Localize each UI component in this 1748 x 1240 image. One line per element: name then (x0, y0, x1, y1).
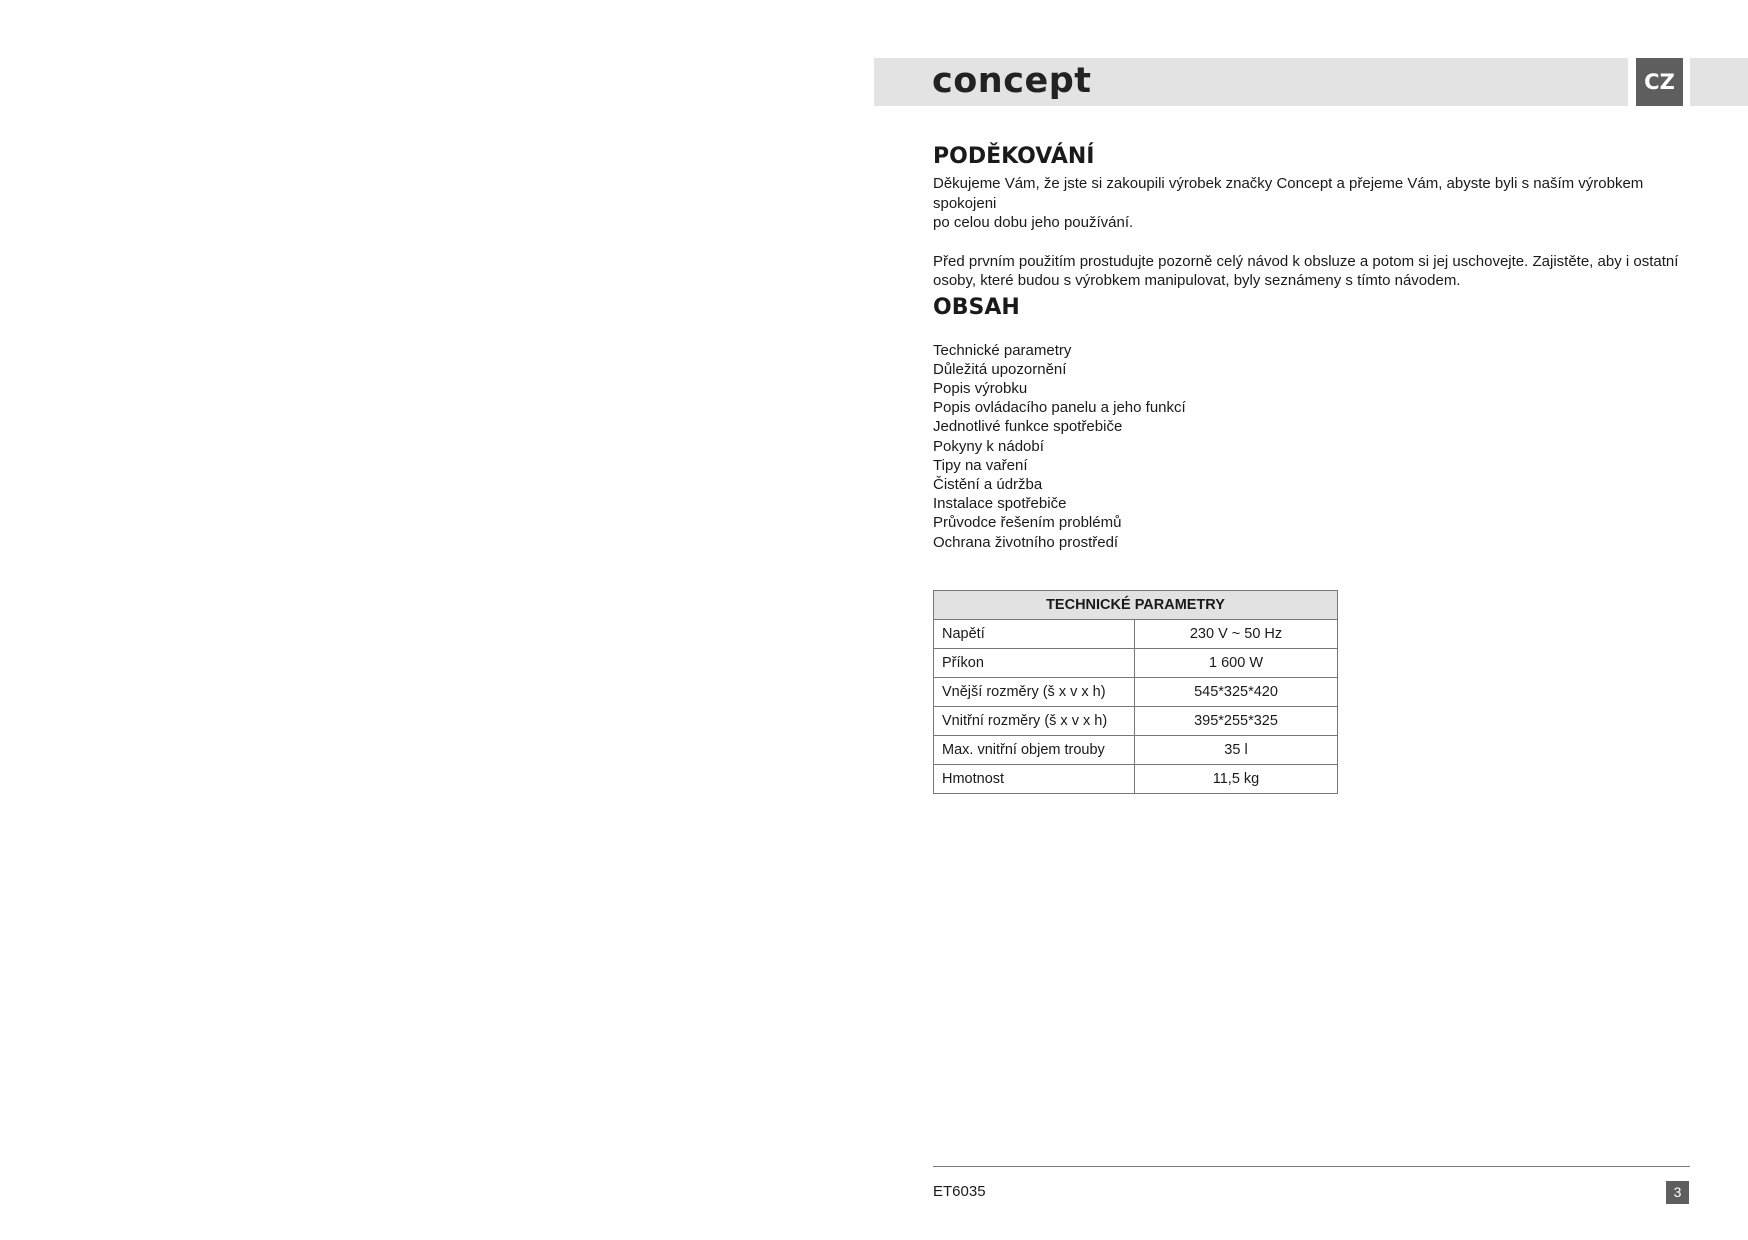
language-badge: CZ (1636, 58, 1683, 106)
table-row (934, 764, 1338, 793)
spec-label: Příkon (934, 648, 1135, 677)
table-row (934, 706, 1338, 735)
spec-value: 230 V ~ 50 Hz (1135, 619, 1338, 648)
model-number: ET6035 (933, 1183, 986, 1200)
thanks-paragraph-2-line-1: Před prvním použitím prostudujte pozorně celý návod k obsluze a potom si jej uschovejte. Zajistěte, aby i ostatní (933, 252, 1679, 270)
spec-label: Max. vnitřní objem trouby (934, 735, 1135, 764)
spec-value: 395*255*325 (1135, 706, 1338, 735)
brand-logo: concept (932, 61, 1092, 101)
footer-divider (933, 1166, 1690, 1167)
table-row (934, 677, 1338, 706)
table-row (934, 619, 1338, 648)
spec-label: Hmotnost (934, 764, 1135, 793)
page-number: 3 (1666, 1181, 1689, 1204)
table-row (934, 735, 1338, 764)
contents-item: Ochrana životního prostředí (933, 533, 1119, 551)
specs-table-title: TECHNICKÉ PARAMETRY (934, 590, 1338, 619)
header-bar-end (1690, 58, 1748, 106)
spec-label: Vnitřní rozměry (š x v x h) (934, 706, 1135, 735)
contents-item: Tipy na vaření (933, 456, 1028, 474)
page-content (933, 140, 1693, 794)
spec-label: Napětí (934, 619, 1135, 648)
table-row (934, 648, 1338, 677)
thanks-paragraph-1-line-2: po celou dobu jeho používání. (933, 214, 1134, 231)
thanks-title: PODĚKOVÁNÍ (933, 144, 1095, 169)
thanks-paragraph-1-line-1: Děkujeme Vám, že jste si zakoupili výrobek značky Concept a přejeme Vám, abyste byli s naším výrobkem spokojeni (933, 175, 1644, 212)
thanks-paragraph-2-line-2: osoby, které budou s výrobkem manipulovat, byly seznámeny s tímto návodem. (933, 272, 1461, 289)
spec-label: Vnější rozměry (š x v x h) (934, 677, 1135, 706)
contents-item: Jednotlivé funkce spotřebiče (933, 418, 1123, 436)
contents-item: Popis ovládacího panelu a jeho funkcí (933, 399, 1186, 417)
spec-value: 545*325*420 (1135, 677, 1338, 706)
contents-item: Instalace spotřebiče (933, 495, 1067, 513)
spec-value: 1 600 W (1135, 648, 1338, 677)
contents-item: Čistění a údržba (933, 475, 1043, 493)
specs-table (933, 590, 1338, 794)
contents-item: Důležitá upozornění (933, 360, 1067, 378)
contents-item: Technické parametry (933, 341, 1072, 359)
contents-list (933, 341, 1693, 552)
contents-item: Pokyny k nádobí (933, 437, 1044, 455)
contents-item: Průvodce řešením problémů (933, 514, 1122, 532)
contents-item: Popis výrobku (933, 379, 1028, 397)
contents-title: OBSAH (933, 294, 1020, 320)
specs-header-row (934, 590, 1338, 619)
spec-value: 35 l (1135, 735, 1338, 764)
spec-value: 11,5 kg (1135, 764, 1338, 793)
